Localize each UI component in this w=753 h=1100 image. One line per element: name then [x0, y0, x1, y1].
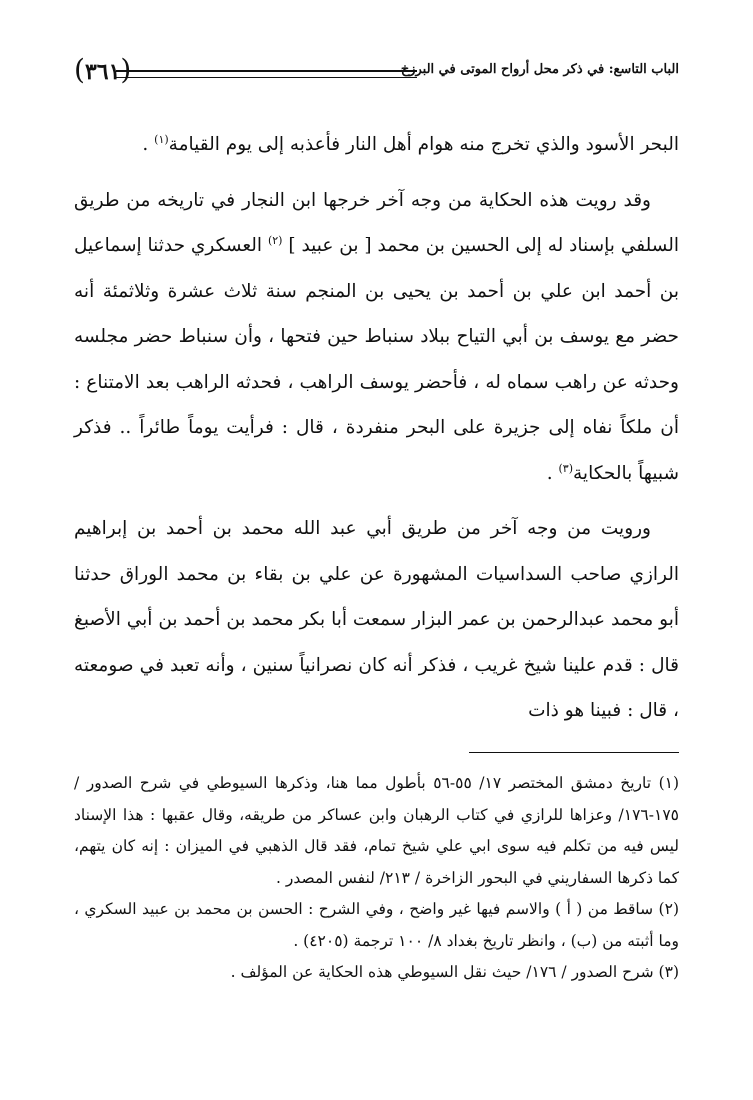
paragraph	[74, 506, 679, 734]
paragraph-end: .	[546, 462, 559, 484]
running-header	[74, 52, 679, 92]
page-number-bracket-open: (	[120, 53, 132, 86]
paragraph-text: ورويت من وجه آخر من طريق أبي عبد الله محمد بن أحمد بن إبراهيم الرازي صاحب السداسيات المشهورة عن علي بن بقاء بن محمد الوراق حدثنا أبو محمد عبدالرحمن بن عمر البزار سمعت أبا بكر محمد بن أحمد بن أبي الأصبغ قال : قدم علينا شيخ غريب ، فذكر أنه كان نصرانياً سنين ، وأنه تعبد في صومعته ، قال : فبينا هو ذات	[74, 518, 679, 721]
footnote-divider	[469, 752, 679, 753]
header-rule	[116, 70, 417, 78]
footnote-ref[interactable]: (٣)	[558, 461, 573, 475]
page-number-bracket-close: )	[74, 53, 85, 86]
page-number	[74, 53, 132, 86]
page-number-value: ٣٦١	[84, 59, 121, 85]
paragraph-end: .	[142, 134, 155, 155]
paragraph	[74, 178, 679, 497]
chapter-title: الباب التاسع: في ذكر محل أرواح الموتى في البرزخ	[400, 62, 679, 77]
footnote-1: (١) تاريخ دمشق المختصر ١٧/ ٥٥-٥٦ بأطول مما هنا، وذكرها السيوطي في شرح الصدور / ١٧٥-١٧٦/ وعزاها للرازي في كتاب الرهبان وابن عساكر من طريقه، وقال عقبها : هذا الإسناد ليس فيه من تكلم فيه سوى ابي علي شيخ تمام، فقد قال الذهبي في الميزان : إنه كان يتهم، كما ذكرها السفاريني في البحور الزاخرة / ٢١٣/ لنفس المصدر .	[74, 774, 680, 887]
footnotes	[74, 768, 679, 989]
footnote-2: (٢) ساقط من ( أ ) والاسم فيها غير واضح ، وفي الشرح : الحسن بن محمد بن عبيد السكري ، وما أثبته من (ب) ، وانظر تاريخ بغداد ٨/ ١٠٠ ترجمة (٤٢٠٥) .	[74, 900, 679, 950]
footnote-ref[interactable]: (١)	[154, 132, 169, 146]
paragraph-text: وقد رويت هذه الحكاية من وجه آخر خرجها ابن النجار في تاريخه من طريق السلفي بإسناد له إلى الحسين بن محمد [ بن عبيد ]	[74, 189, 679, 256]
main-text	[74, 122, 679, 734]
footnote-3: (٣) شرح الصدور / ١٧٦/ حيث نقل السيوطي هذه الحكاية عن المؤلف .	[230, 963, 679, 981]
paragraph	[74, 122, 679, 168]
footnote-ref[interactable]: (٢)	[267, 233, 283, 247]
paragraph-text: العسكري حدثنا إسماعيل بن أحمد ابن علي بن أحمد بن يحيى بن المنجم سنة ثلاث عشرة وثلاثمئة أنه حضر مع يوسف بن أبي التياح ببلاد سنباط حين فتحها ، وأن سنباط حضر مجلسه وحدثه عن راهب سماه له ، فأحضر يوسف الراهب ، فحدثه الراهب بعد الامتناع : أن ملكاً نفاه إلى جزيرة على البحر منفردة ، قال : فرأيت يوماً طائراً .. فذكر شبيهاً بالحكاية	[74, 235, 679, 484]
paragraph-text: البحر الأسود والذي تخرج منه هوام أهل النار فأعذبه إلى يوم القيامة	[168, 134, 679, 155]
